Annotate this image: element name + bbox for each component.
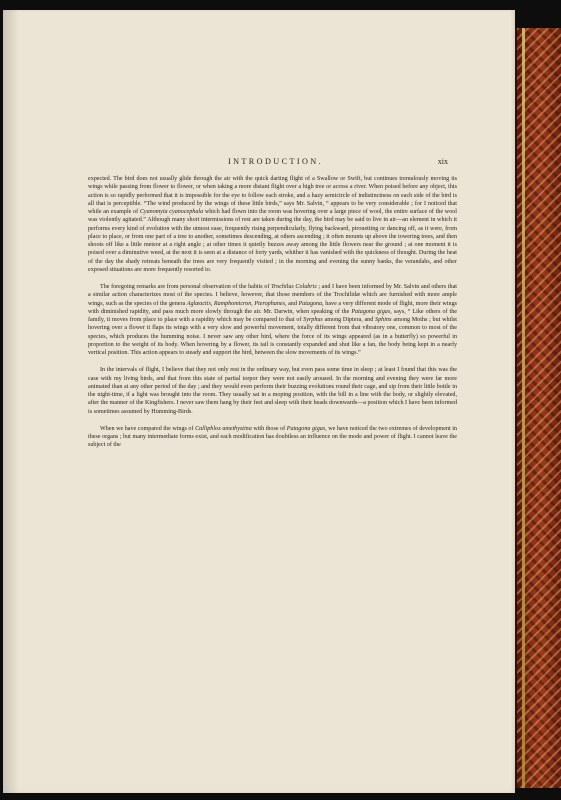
italic-text: Syrphus (303, 317, 323, 323)
text-run: with those of (251, 425, 287, 432)
italic-text: Sphinx (375, 317, 392, 323)
book-page (3, 10, 515, 793)
page-title: INTRODUCTION. (227, 157, 324, 166)
italic-text: Patagona, (298, 300, 324, 307)
italic-text: Trochilus Colubris (270, 284, 317, 290)
text-run: among Diptera, and (322, 317, 376, 323)
text-run: which had flown into the room was hovering over a large piece of wool, the entire surface of the wool was violently agitated.” Although many short intermissions of rest are taken during the day, the bird may be said to live in air—an element in which it performs every kind of evolution with the utmost ease, frequently rising perpendicularly, flying backward, pirouetting or dancing off, as it were, from place to place, or from one part of a tree to another, sometimes descending, at others ascending ; it often mounts up above the towering trees, and then shoots off like a little meteor at a right angle ; at other times it quietly buzzes away among the little flowers near the ground ; at one moment it is poised over a diminutive weed, at the next it is seen at a distance of forty yards, whither it has vanished with the quickness of thought. During the heat of the day the shady retreats beneath the trees are very frequently visited ; in the morning and evening the sunny banks, the verandahs, and other exposed situations are more frequently resorted to. (88, 209, 457, 273)
paragraph-2 (88, 283, 457, 357)
paragraph-1 (88, 175, 457, 274)
italic-text: Patagona gigas, (286, 425, 327, 432)
text-run: have a very different mode of flight, more their wings with diminished rapidity, and pass much more slowly through the air. Mr. Darwin, when speaking of the (88, 300, 457, 315)
text-run: and (286, 300, 299, 307)
text-run: The foregoing remarks are from personal observation of the habits of (100, 284, 271, 290)
running-header (103, 157, 448, 169)
paragraph-4 (88, 425, 457, 450)
page-number: xix (437, 157, 448, 166)
italic-text: Calliphlox amethystina (195, 425, 252, 432)
text-run: says, “ Like others of the family, it moves from place to place with a rapidity which may be compared to that of (88, 308, 457, 323)
italic-text: Cyanomyia cyanocephala (139, 209, 204, 215)
text-run: When we have compared the wings of (100, 425, 196, 432)
text-run: we have noticed the two extremes of development in these organs ; but many intermediate forms exist, and each modification has doubtless an influence on the mode and power of flight. I cannot leave the subject of the (88, 425, 457, 449)
italic-text: Patagona gigas, (351, 308, 392, 315)
italic-text: Aglæactis, Ramphomicron, Pterophanes, (186, 300, 287, 307)
book-spine (515, 28, 561, 788)
text-run: expected. The bird does not usually glide through the air with the quick darting flight of a Swallow or Swift, but continues tremulously moving its wings while passing from flower to flower, or when taking a more distant flight over a high tree or across a river. When poised before any object, this action is so rapidly performed that it is impossible for the eye to follow each stroke, and a hazy semicircle of indistinctness on each side of the bird is all that is perceptible. “The wind produced by the wings of these little birds,” says Mr. Salvin, “ appears to be very considerable ; for I noticed that while an example of (88, 176, 457, 215)
text-run: among Moths ; but whilst hovering over a flower it flaps its wings with a very slow and powerful movement, totally different from that vibratory one, common to most of the species, which produces the humming noise. I never saw any other bird, where the force of its wings appeared (as in a butterfly) so powerful in proportion to the weight of its body. When hovering by a flower, its tail is constantly expanded and shut like a fan, the body being kept in a nearly vertical position. This action appears to steady and support the bird, between the slow movements of its wings.” (88, 317, 457, 356)
text-run: ; and I have been informed by Mr. Salvin and others that a similar action characterizes most of the species. I believe, however, that those members of the Trochilidæ which are furnished with more ample wings, such as the species of the genera (88, 284, 458, 307)
gilt-edge (522, 28, 525, 788)
paragraph-3 (88, 366, 457, 416)
body-text (88, 175, 457, 459)
text-run: In the intervals of flight, I believe that they not only rest in the ordinary way, but even pass some time in sleep ; at least I found that this was the case with my living birds, and that from this state of partial torpor they were not easily aroused. In the morning and evening they were far more animated than at any other period of the day ; and they would even perform their buzzing evolutions round their cage, and sip from their little bottle in the night-time, if a light was brought into the room. They usually sat in a moping position, with the bill in a line with the body, or slightly elevated, after the manner of the Kingfishers. I never saw them hang by their feet and sleep with their heads downwards—a position which I have been informed is sometimes assumed by Humming-Birds. (88, 367, 457, 415)
